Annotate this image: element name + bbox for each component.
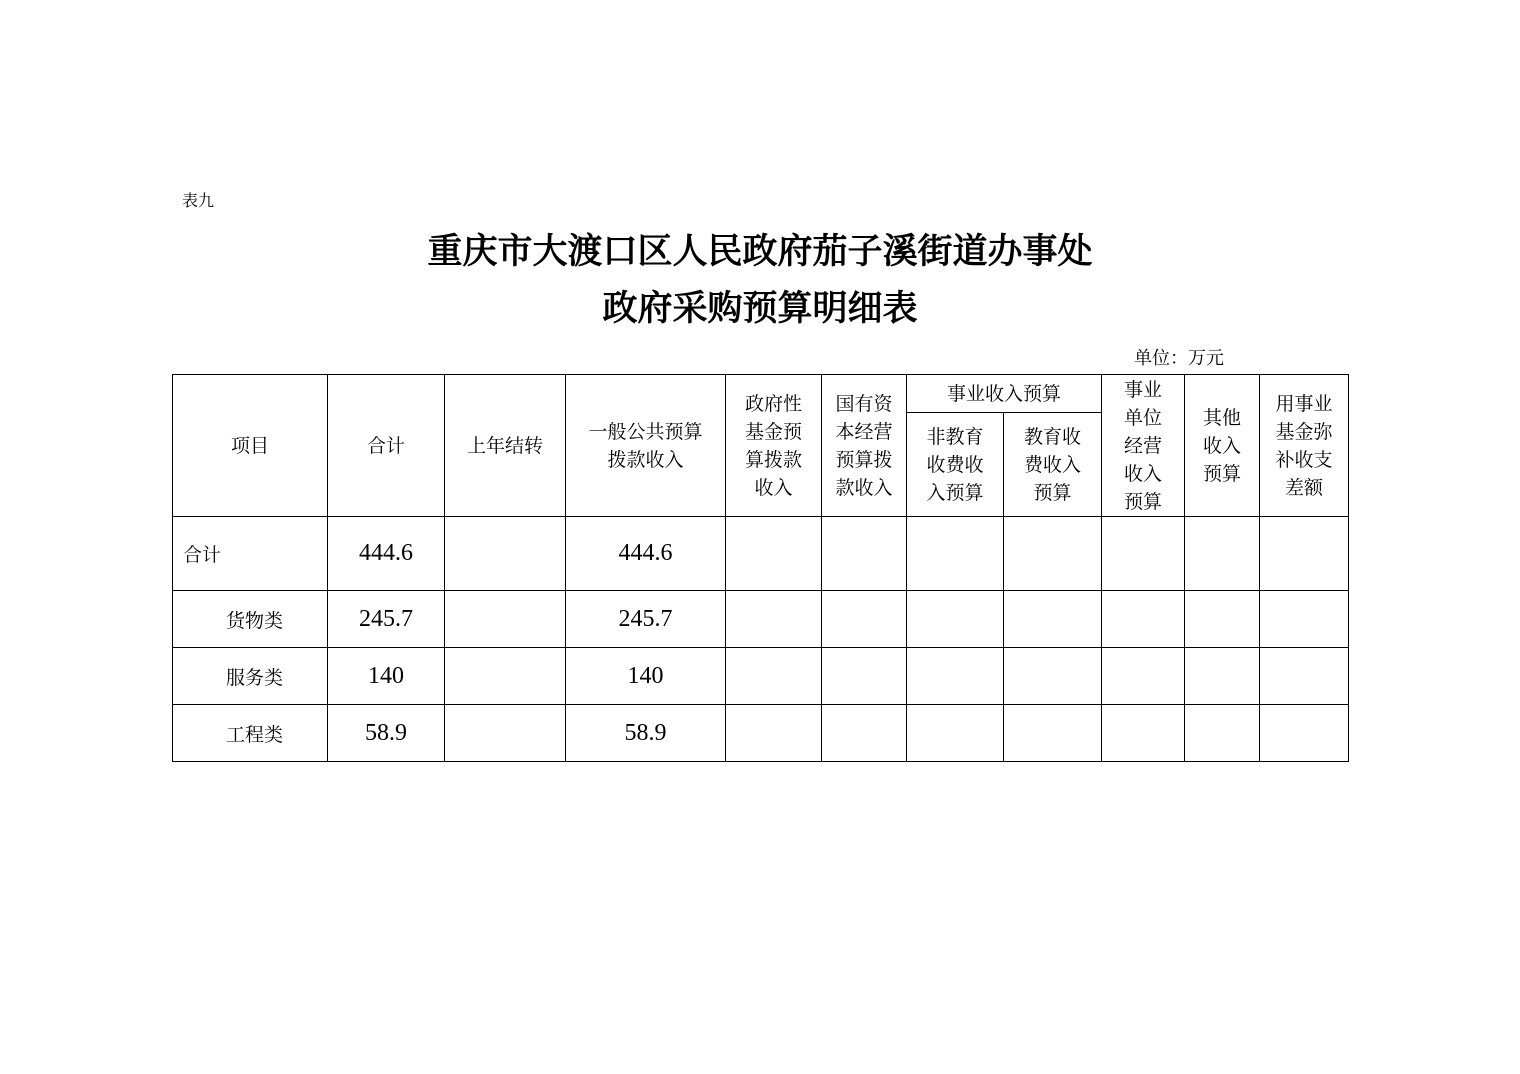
header-gov-fund: 政府性 基金预 算拨款 收入 (726, 375, 822, 517)
cell-general-public: 444.6 (566, 517, 726, 591)
cell-empty (1004, 517, 1102, 591)
cell-empty (1004, 591, 1102, 648)
row-label: 合计 (173, 517, 328, 591)
cell-empty (726, 591, 822, 648)
cell-empty (907, 705, 1004, 762)
cell-prev-year (445, 648, 566, 705)
procurement-budget-table (172, 374, 1349, 762)
header-other-income: 其他 收入 预算 (1185, 375, 1260, 517)
unit-label: 单位：万元 (1134, 348, 1224, 369)
table-row-total (173, 517, 1349, 591)
cell-empty (1004, 705, 1102, 762)
cell-empty (1185, 705, 1260, 762)
cell-empty (1185, 648, 1260, 705)
cell-empty (822, 705, 907, 762)
header-item: 项目 (173, 375, 328, 517)
cell-prev-year (445, 705, 566, 762)
cell-empty (1185, 591, 1260, 648)
cell-total: 245.7 (328, 591, 445, 648)
cell-empty (1260, 591, 1349, 648)
cell-empty (822, 517, 907, 591)
table-row (173, 648, 1349, 705)
header-general-public: 一般公共预算 拨款收入 (566, 375, 726, 517)
cell-empty (907, 648, 1004, 705)
cell-empty (1102, 591, 1185, 648)
header-prev-year-carryover: 上年结转 (445, 375, 566, 517)
cell-empty (1260, 648, 1349, 705)
header-education: 教育收 费收入 预算 (1004, 413, 1102, 517)
table-row (173, 591, 1349, 648)
header-business-income: 事业收入预算 (907, 375, 1102, 413)
cell-prev-year (445, 591, 566, 648)
cell-empty (1185, 517, 1260, 591)
header-fund-balance: 用事业 基金弥 补收支 差额 (1260, 375, 1349, 517)
document-title-line1: 重庆市大渡口区人民政府茄子溪街道办事处 (427, 232, 1093, 272)
cell-empty (907, 517, 1004, 591)
cell-empty (726, 517, 822, 591)
header-non-education: 非教育 收费收 入预算 (907, 413, 1004, 517)
cell-empty (1102, 648, 1185, 705)
document-title-line2: 政府采购预算明细表 (602, 289, 918, 329)
cell-empty (1004, 648, 1102, 705)
cell-prev-year (445, 517, 566, 591)
row-label: 服务类 (173, 648, 328, 705)
cell-total: 444.6 (328, 517, 445, 591)
row-label: 工程类 (173, 705, 328, 762)
cell-empty (726, 705, 822, 762)
cell-empty (726, 648, 822, 705)
cell-empty (1102, 517, 1185, 591)
header-row (173, 375, 1349, 413)
cell-empty (1260, 517, 1349, 591)
header-total: 合计 (328, 375, 445, 517)
table-row (173, 705, 1349, 762)
cell-empty (1260, 705, 1349, 762)
header-business-unit-operating: 事业 单位 经营 收入 预算 (1102, 375, 1185, 517)
cell-empty (822, 648, 907, 705)
cell-empty (822, 591, 907, 648)
cell-general-public: 140 (566, 648, 726, 705)
cell-empty (1102, 705, 1185, 762)
cell-empty (907, 591, 1004, 648)
cell-total: 140 (328, 648, 445, 705)
cell-total: 58.9 (328, 705, 445, 762)
cell-general-public: 58.9 (566, 705, 726, 762)
cell-general-public: 245.7 (566, 591, 726, 648)
table-number: 表九 (182, 193, 215, 210)
row-label: 货物类 (173, 591, 328, 648)
header-state-capital: 国有资 本经营 预算拨 款收入 (822, 375, 907, 517)
